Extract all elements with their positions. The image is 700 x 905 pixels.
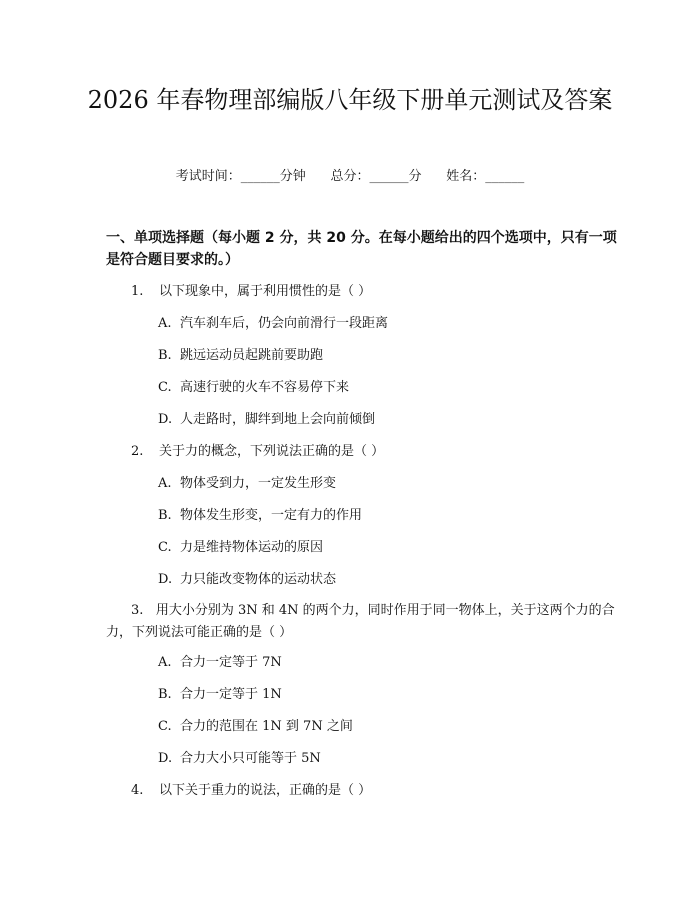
option-letter: B. — [158, 348, 172, 363]
question-number: 2. — [131, 444, 144, 459]
option-letter: A. — [158, 476, 172, 491]
option-text: 汽车刹车后，仍会向前滑行一段距离 — [180, 316, 389, 331]
option-text: 跳远运动员起跳前要助跑 — [180, 348, 324, 363]
question-2-option-a — [158, 475, 336, 493]
question-1-option-d — [158, 411, 375, 429]
option-letter: A. — [158, 316, 172, 331]
option-text: 高速行驶的火车不容易停下来 — [180, 380, 350, 395]
question-3-option-d — [158, 750, 321, 768]
question-3 — [106, 600, 626, 644]
question-2-option-d — [158, 571, 336, 589]
question-1-option-a — [158, 315, 388, 333]
option-text: 物体发生形变，一定有力的作用 — [180, 508, 363, 523]
question-3-option-b — [158, 686, 282, 704]
option-text: 合力一定等于 7N — [180, 655, 282, 670]
question-3-option-a — [158, 654, 282, 672]
option-text: 合力一定等于 1N — [180, 687, 282, 702]
question-1 — [131, 283, 371, 301]
option-text: 合力的范围在 1N 到 7N 之间 — [180, 719, 353, 734]
question-3-option-c — [158, 718, 353, 736]
question-1-option-c — [158, 379, 349, 397]
question-number: 1. — [131, 284, 144, 299]
option-letter: B. — [158, 508, 172, 523]
option-letter: B. — [158, 687, 172, 702]
section-heading: 一、单项选择题（每小题 2 分，共 20 分。在每小题给出的四个选项中，只有一项是符合题目要求的。） — [106, 230, 617, 268]
option-letter: C. — [158, 540, 172, 555]
question-4 — [131, 782, 371, 800]
option-letter: A. — [158, 655, 172, 670]
option-text: 物体受到力，一定发生形变 — [180, 476, 337, 491]
question-2-option-c — [158, 539, 323, 557]
option-text: 人走路时，脚绊到地上会向前倾倒 — [180, 412, 376, 427]
option-text: 力是维持物体运动的原因 — [180, 540, 324, 555]
question-text: 关于力的概念，下列说法正确的是（ ） — [159, 444, 385, 459]
option-letter: D. — [158, 751, 173, 766]
question-number: 4. — [131, 783, 144, 798]
question-1-option-b — [158, 347, 323, 365]
option-letter: D. — [158, 572, 173, 587]
option-letter: C. — [158, 719, 172, 734]
question-2-option-b — [158, 507, 362, 525]
option-letter: C. — [158, 380, 172, 395]
option-letter: D. — [158, 412, 173, 427]
option-text: 合力大小只可能等于 5N — [180, 751, 321, 766]
option-text: 力只能改变物体的运动状态 — [180, 572, 337, 587]
document-title: 2026 年春物理部编版八年级下册单元测试及答案 — [87, 86, 613, 114]
question-text: 以下关于重力的说法，正确的是（ ） — [159, 783, 372, 798]
question-text: 用大小分别为 3N 和 4N 的两个力，同时作用于同一物体上，关于这两个力的合力，下列说法可能正确的是（ ） — [106, 603, 615, 640]
question-2 — [131, 443, 384, 461]
question-text: 以下现象中，属于利用惯性的是（ ） — [159, 284, 372, 299]
exam-header-info: 考试时间：______分钟 总分：______分 姓名：______ — [175, 169, 525, 184]
question-number: 3. — [131, 603, 144, 618]
